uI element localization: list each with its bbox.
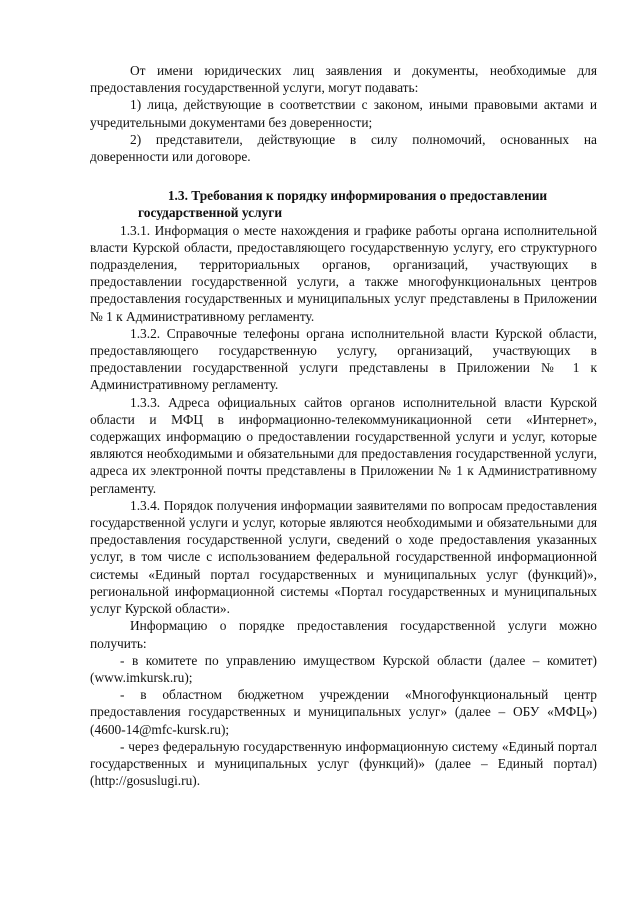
section-heading: 1.3. Требования к порядку информирования о предоставлении государственной услуги — [138, 188, 548, 221]
bullet-committee: - в комитете по управлению имуществом Курской области (далее – комитет) (www.imkursk.ru); — [90, 652, 597, 685]
bullet-mfc: - в областном бюджетном учреждении «Многофункциональный центр предоставления государственных и муниципальных услуг» (далее – ОБУ «МФЦ») (4600-14@mfc-kursk.ru); — [90, 687, 597, 737]
intro-item-1: 1) лица, действующие в соответствии с законом, иными правовыми актами и учредительными документами без доверенности; — [90, 97, 597, 130]
intro-paragraph: От имени юридических лиц заявления и документы, необходимые для предоставления государственной услуги, могут подавать: — [90, 63, 597, 96]
info-lead-paragraph: Информацию о порядке предоставления государственной услуги можно получить: — [90, 618, 597, 651]
paragraph-1-3-4: 1.3.4. Порядок получения информации заявителями по вопросам предоставления государственной услуги и услуг, которые являются необходимыми и обязательными для предоставления государственной услуги, сведений о ходе предоставления указанных услуг, в том числе с использованием федеральной государственной информационной системы «Единый портал государственных и муниципальных услуг (функций)», региональной информационной системы «Портал государственных и муниципальных услуг Курской области». — [90, 497, 597, 617]
paragraph-1-3-3: 1.3.3. Адреса официальных сайтов органов исполнительной власти Курской области и МФЦ в информационно-телекоммуникационной сети «Интернет», содержащих информацию о предоставлении государственной услуги и услуг, которые являются необходимыми и обязательными для предоставления государственной услуги, адреса их электронной почты представлены в Приложении № 1 к Административному регламенту. — [90, 394, 597, 496]
paragraph-1-3-1: 1.3.1. Информация о месте нахождения и графике работы органа исполнительной власти Курской области, предоставляющего государственную услугу, его структурного подразделения, территориальных органов, организаций, участвующих в предоставлении государственной услуги, а также многофункциональных центров предоставления государственных и муниципальных услуг представлены в Приложении № 1 к Административному регламенту. — [90, 222, 597, 324]
document-body — [90, 62, 597, 789]
paragraph-1-3-2: 1.3.2. Справочные телефоны органа исполнительной власти Курской области, предоставляющего государственную услугу, организаций, участвующих в предоставлении государственной услуги представлены в Приложении № 1 к Административному регламенту. — [90, 325, 597, 393]
bullet-portal: - через федеральную государственную информационную систему «Единый портал государственных и муниципальных услуг (функций)» (далее – Единый портал) (http://gosuslugi.ru). — [90, 738, 597, 789]
intro-item-2: 2) представители, действующие в силу полномочий, основанных на доверенности или договоре. — [90, 131, 597, 165]
